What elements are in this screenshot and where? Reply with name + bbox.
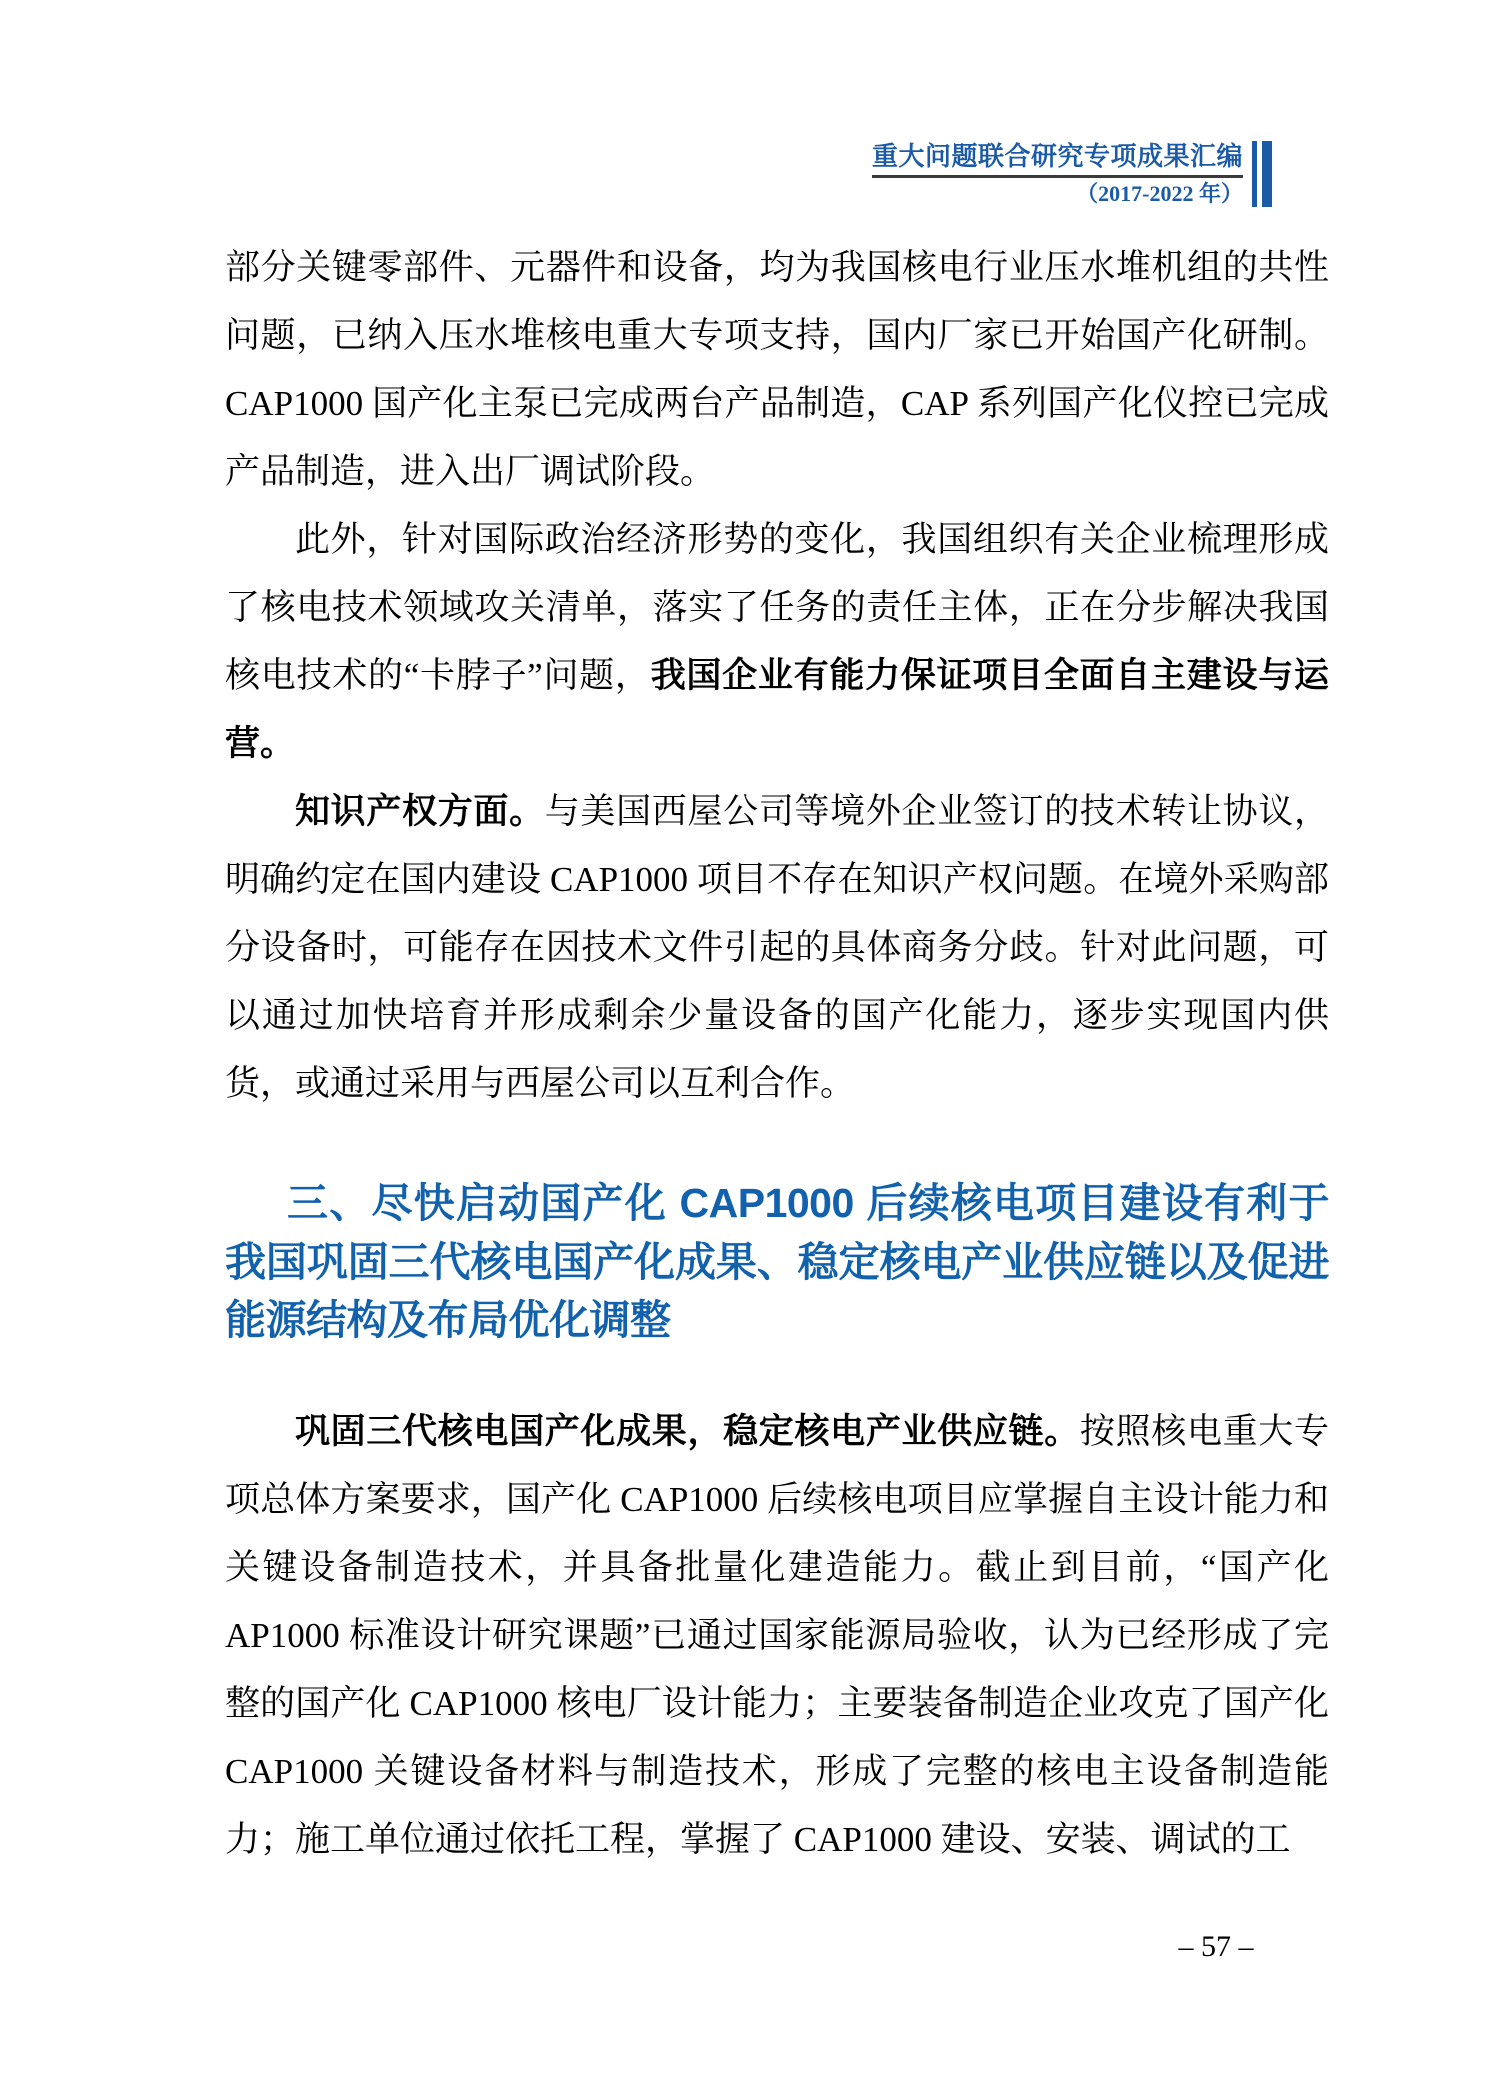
paragraph-text: 按照核电重大专项总体方案要求，国产化 CAP1000 后续核电项目应掌握自主设计能力和关键设备制造技术，并具备批量化建造能力。截止到目前，“国产化 AP1000 标准设计研究课题”已通过国家能源局验收，认为已经形成了完整的国产化 CAP1000 核电厂设计能力；主要装备制造企业攻克了国产化 CAP1000 关键设备材料与制造技术，形成了完整的核电主设备制造能力；施工单位通过依托工程，掌握了 CAP1000 建设、安装、调试的工 [225,1411,1329,1859]
section-heading-line-2: 我国巩固三代核电国产化成果、稳定核电产业供应链以及促进 [225,1238,1329,1285]
header-title: 重大问题联合研究专项成果汇编 [871,142,1243,171]
paragraph-supply-chain [225,506,1329,778]
paragraph-consolidation [225,1398,1329,1874]
header-text-block [872,141,1243,207]
page-footer [1146,1928,1286,1966]
paragraph-bold-text: 我国企业有能力保证项目全面自主建设与运营。 [225,656,1329,763]
page-header [872,141,1272,207]
header-divider-rule [872,175,1243,178]
section-heading-line-1: 三、尽快启动国产化 CAP1000 后续核电项目建设有利于 [287,1180,1329,1226]
page-body [225,234,1329,1874]
accent-bar-thick [1262,141,1272,207]
paragraph-lead-bold: 巩固三代核电国产化成果，稳定核电产业供应链。 [295,1411,1080,1451]
section-heading [225,1174,1329,1350]
section-heading-line-3: 能源结构及布局优化调整 [225,1297,671,1343]
page-number: – 57 – [1178,1930,1254,1963]
header-accent-bars [1252,141,1272,207]
paragraph-text: 部分关键零部件、元器件和设备，均为我国核电行业压水堆机组的共性问题，已纳入压水堆核电重大专项支持，国内厂家已开始国产化研制。CAP1000 国产化主泵已完成两台产品制造，CAP 系列国产化仪控已完成产品制造，进入出厂调试阶段。 [225,248,1329,491]
paragraph-intellectual-property [225,778,1329,1118]
paragraph-text: 与美国西屋公司等境外企业签订的技术转让协议，明确约定在国内建设 CAP1000 项目不存在知识产权问题。在境外采购部分设备时，可能存在因技术文件引起的具体商务分歧。针对此问题，可以通过加快培育并形成剩余少量设备的国产化能力，逐步实现国内供货，或通过采用与西屋公司以互利合作。 [225,792,1329,1103]
accent-bar-thin [1252,141,1257,207]
header-subtitle: （2017-2022 年） [1076,181,1243,206]
paragraph-text: 此外，针对国际政治经济形势的变化，我国组织有关企业梳理形成了核电技术领域攻关清单，落实了任务的责任主体，正在分步解决我国核电技术的“卡脖子”问题， [225,520,1329,695]
paragraph-lead-bold: 知识产权方面。 [295,792,545,831]
paragraph-continuation [225,234,1329,506]
